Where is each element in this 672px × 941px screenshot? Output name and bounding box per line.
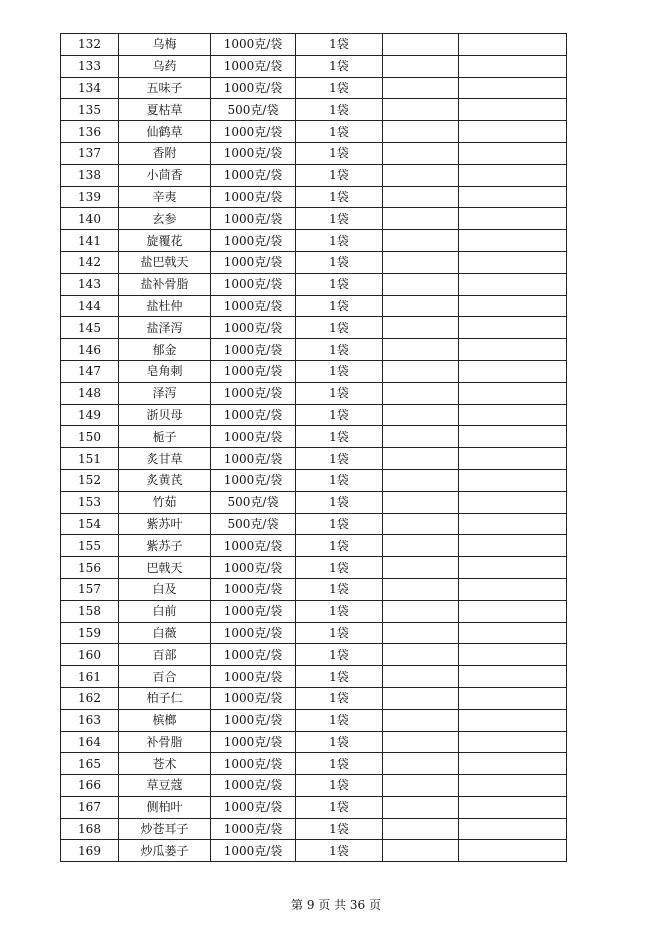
table-row: [61, 164, 567, 186]
item-spec-cell: 1000克/袋: [211, 469, 296, 491]
item-name-cell: 侧柏叶: [119, 796, 211, 818]
item-name-cell: 香附: [119, 142, 211, 164]
table-row: [61, 469, 567, 491]
table-row: [61, 295, 567, 317]
empty-cell: [459, 426, 567, 448]
item-name-cell: 栀子: [119, 426, 211, 448]
empty-cell: [459, 99, 567, 121]
table-row: [61, 513, 567, 535]
empty-cell: [459, 557, 567, 579]
item-quantity-cell: 1袋: [296, 731, 383, 753]
item-quantity-cell: 1袋: [296, 426, 383, 448]
empty-cell: [459, 230, 567, 252]
item-spec-cell: 1000克/袋: [211, 251, 296, 273]
item-quantity-cell: 1袋: [296, 339, 383, 361]
table-row: [61, 230, 567, 252]
item-spec-cell: 1000克/袋: [211, 55, 296, 77]
table-row: [61, 644, 567, 666]
item-name-cell: 炒瓜蒌子: [119, 840, 211, 862]
row-number-cell: 137: [61, 142, 119, 164]
row-number-cell: 147: [61, 360, 119, 382]
empty-cell: [459, 622, 567, 644]
empty-cell: [383, 142, 459, 164]
row-number-cell: 148: [61, 382, 119, 404]
item-name-cell: 紫苏子: [119, 535, 211, 557]
empty-cell: [459, 251, 567, 273]
table-row: [61, 208, 567, 230]
item-quantity-cell: 1袋: [296, 818, 383, 840]
table-row: [61, 404, 567, 426]
row-number-cell: 134: [61, 77, 119, 99]
item-quantity-cell: 1袋: [296, 208, 383, 230]
empty-cell: [459, 404, 567, 426]
empty-cell: [383, 644, 459, 666]
item-spec-cell: 1000克/袋: [211, 840, 296, 862]
item-quantity-cell: 1袋: [296, 687, 383, 709]
table-row: [61, 666, 567, 688]
row-number-cell: 132: [61, 34, 119, 56]
table-row: [61, 317, 567, 339]
item-spec-cell: 1000克/袋: [211, 666, 296, 688]
item-name-cell: 辛夷: [119, 186, 211, 208]
product-table: [60, 33, 567, 862]
empty-cell: [383, 99, 459, 121]
row-number-cell: 146: [61, 339, 119, 361]
empty-cell: [383, 251, 459, 273]
empty-cell: [459, 77, 567, 99]
table-row: [61, 796, 567, 818]
item-name-cell: 浙贝母: [119, 404, 211, 426]
item-name-cell: 白及: [119, 578, 211, 600]
item-quantity-cell: 1袋: [296, 775, 383, 797]
row-number-cell: 144: [61, 295, 119, 317]
row-number-cell: 133: [61, 55, 119, 77]
row-number-cell: 136: [61, 121, 119, 143]
row-number-cell: 164: [61, 731, 119, 753]
item-quantity-cell: 1袋: [296, 164, 383, 186]
empty-cell: [459, 142, 567, 164]
item-spec-cell: 500克/袋: [211, 513, 296, 535]
table-row: [61, 600, 567, 622]
item-spec-cell: 1000克/袋: [211, 121, 296, 143]
table-row: [61, 775, 567, 797]
row-number-cell: 157: [61, 578, 119, 600]
table-row: [61, 99, 567, 121]
item-name-cell: 草豆蔻: [119, 775, 211, 797]
item-spec-cell: 1000克/袋: [211, 208, 296, 230]
product-table-wrapper: [60, 33, 567, 862]
empty-cell: [459, 34, 567, 56]
row-number-cell: 155: [61, 535, 119, 557]
item-spec-cell: 1000克/袋: [211, 622, 296, 644]
empty-cell: [459, 469, 567, 491]
item-quantity-cell: 1袋: [296, 142, 383, 164]
product-table-body: [61, 34, 567, 862]
empty-cell: [383, 426, 459, 448]
item-spec-cell: 500克/袋: [211, 491, 296, 513]
empty-cell: [459, 55, 567, 77]
item-quantity-cell: 1袋: [296, 382, 383, 404]
empty-cell: [459, 164, 567, 186]
item-quantity-cell: 1袋: [296, 753, 383, 775]
table-row: [61, 77, 567, 99]
row-number-cell: 140: [61, 208, 119, 230]
item-quantity-cell: 1袋: [296, 622, 383, 644]
empty-cell: [383, 55, 459, 77]
empty-cell: [383, 273, 459, 295]
item-name-cell: 乌药: [119, 55, 211, 77]
item-name-cell: 炙黄芪: [119, 469, 211, 491]
empty-cell: [383, 339, 459, 361]
empty-cell: [459, 600, 567, 622]
table-row: [61, 426, 567, 448]
row-number-cell: 162: [61, 687, 119, 709]
table-row: [61, 687, 567, 709]
empty-cell: [459, 687, 567, 709]
item-quantity-cell: 1袋: [296, 273, 383, 295]
item-spec-cell: 1000克/袋: [211, 339, 296, 361]
item-quantity-cell: 1袋: [296, 230, 383, 252]
item-name-cell: 盐泽泻: [119, 317, 211, 339]
item-spec-cell: 1000克/袋: [211, 644, 296, 666]
item-quantity-cell: 1袋: [296, 644, 383, 666]
row-number-cell: 153: [61, 491, 119, 513]
item-quantity-cell: 1袋: [296, 295, 383, 317]
item-spec-cell: 1000克/袋: [211, 404, 296, 426]
empty-cell: [383, 208, 459, 230]
empty-cell: [459, 666, 567, 688]
item-spec-cell: 1000克/袋: [211, 142, 296, 164]
row-number-cell: 145: [61, 317, 119, 339]
item-spec-cell: 1000克/袋: [211, 186, 296, 208]
empty-cell: [383, 840, 459, 862]
item-name-cell: 旋覆花: [119, 230, 211, 252]
empty-cell: [459, 448, 567, 470]
table-row: [61, 622, 567, 644]
item-name-cell: 百部: [119, 644, 211, 666]
row-number-cell: 160: [61, 644, 119, 666]
empty-cell: [383, 121, 459, 143]
empty-cell: [459, 535, 567, 557]
item-name-cell: 郁金: [119, 339, 211, 361]
item-quantity-cell: 1袋: [296, 513, 383, 535]
empty-cell: [383, 382, 459, 404]
empty-cell: [383, 775, 459, 797]
item-name-cell: 盐补骨脂: [119, 273, 211, 295]
empty-cell: [459, 513, 567, 535]
item-name-cell: 白薇: [119, 622, 211, 644]
table-row: [61, 709, 567, 731]
empty-cell: [383, 535, 459, 557]
empty-cell: [383, 186, 459, 208]
item-spec-cell: 1000克/袋: [211, 709, 296, 731]
empty-cell: [459, 578, 567, 600]
table-row: [61, 142, 567, 164]
empty-cell: [459, 121, 567, 143]
row-number-cell: 167: [61, 796, 119, 818]
table-row: [61, 382, 567, 404]
row-number-cell: 169: [61, 840, 119, 862]
empty-cell: [383, 34, 459, 56]
item-spec-cell: 1000克/袋: [211, 687, 296, 709]
empty-cell: [383, 557, 459, 579]
item-spec-cell: 1000克/袋: [211, 600, 296, 622]
item-name-cell: 苍术: [119, 753, 211, 775]
item-spec-cell: 1000克/袋: [211, 775, 296, 797]
empty-cell: [459, 840, 567, 862]
item-spec-cell: 1000克/袋: [211, 796, 296, 818]
item-spec-cell: 1000克/袋: [211, 295, 296, 317]
empty-cell: [383, 622, 459, 644]
empty-cell: [459, 360, 567, 382]
item-quantity-cell: 1袋: [296, 840, 383, 862]
empty-cell: [459, 796, 567, 818]
item-quantity-cell: 1袋: [296, 317, 383, 339]
empty-cell: [383, 404, 459, 426]
empty-cell: [383, 77, 459, 99]
empty-cell: [459, 491, 567, 513]
item-spec-cell: 500克/袋: [211, 99, 296, 121]
item-name-cell: 盐巴戟天: [119, 251, 211, 273]
empty-cell: [383, 600, 459, 622]
table-row: [61, 491, 567, 513]
row-number-cell: 151: [61, 448, 119, 470]
empty-cell: [459, 382, 567, 404]
item-spec-cell: 1000克/袋: [211, 426, 296, 448]
item-spec-cell: 1000克/袋: [211, 77, 296, 99]
item-quantity-cell: 1袋: [296, 535, 383, 557]
row-number-cell: 163: [61, 709, 119, 731]
item-quantity-cell: 1袋: [296, 55, 383, 77]
item-name-cell: 仙鹤草: [119, 121, 211, 143]
item-spec-cell: 1000克/袋: [211, 273, 296, 295]
empty-cell: [383, 818, 459, 840]
row-number-cell: 149: [61, 404, 119, 426]
item-spec-cell: 1000克/袋: [211, 731, 296, 753]
row-number-cell: 142: [61, 251, 119, 273]
table-row: [61, 448, 567, 470]
table-row: [61, 186, 567, 208]
empty-cell: [383, 230, 459, 252]
table-row: [61, 535, 567, 557]
item-quantity-cell: 1袋: [296, 666, 383, 688]
table-row: [61, 818, 567, 840]
empty-cell: [383, 513, 459, 535]
item-name-cell: 竹茹: [119, 491, 211, 513]
item-quantity-cell: 1袋: [296, 34, 383, 56]
item-spec-cell: 1000克/袋: [211, 317, 296, 339]
item-name-cell: 槟榔: [119, 709, 211, 731]
item-spec-cell: 1000克/袋: [211, 448, 296, 470]
table-row: [61, 273, 567, 295]
table-row: [61, 840, 567, 862]
row-number-cell: 161: [61, 666, 119, 688]
item-spec-cell: 1000克/袋: [211, 557, 296, 579]
row-number-cell: 141: [61, 230, 119, 252]
empty-cell: [383, 578, 459, 600]
item-name-cell: 白前: [119, 600, 211, 622]
empty-cell: [383, 164, 459, 186]
item-quantity-cell: 1袋: [296, 469, 383, 491]
empty-cell: [383, 753, 459, 775]
item-quantity-cell: 1袋: [296, 77, 383, 99]
empty-cell: [459, 273, 567, 295]
row-number-cell: 150: [61, 426, 119, 448]
row-number-cell: 135: [61, 99, 119, 121]
empty-cell: [459, 339, 567, 361]
row-number-cell: 166: [61, 775, 119, 797]
item-name-cell: 泽泻: [119, 382, 211, 404]
table-row: [61, 360, 567, 382]
item-name-cell: 补骨脂: [119, 731, 211, 753]
item-quantity-cell: 1袋: [296, 99, 383, 121]
row-number-cell: 165: [61, 753, 119, 775]
item-name-cell: 盐杜仲: [119, 295, 211, 317]
table-row: [61, 339, 567, 361]
item-spec-cell: 1000克/袋: [211, 818, 296, 840]
item-quantity-cell: 1袋: [296, 709, 383, 731]
item-quantity-cell: 1袋: [296, 600, 383, 622]
item-quantity-cell: 1袋: [296, 796, 383, 818]
item-name-cell: 炙甘草: [119, 448, 211, 470]
item-name-cell: 紫苏叶: [119, 513, 211, 535]
item-quantity-cell: 1袋: [296, 121, 383, 143]
item-name-cell: 五味子: [119, 77, 211, 99]
empty-cell: [383, 491, 459, 513]
table-row: [61, 753, 567, 775]
item-name-cell: 夏枯草: [119, 99, 211, 121]
row-number-cell: 143: [61, 273, 119, 295]
empty-cell: [383, 317, 459, 339]
empty-cell: [459, 818, 567, 840]
row-number-cell: 154: [61, 513, 119, 535]
empty-cell: [383, 709, 459, 731]
item-quantity-cell: 1袋: [296, 448, 383, 470]
item-name-cell: 柏子仁: [119, 687, 211, 709]
empty-cell: [383, 360, 459, 382]
item-quantity-cell: 1袋: [296, 251, 383, 273]
page-footer: [0, 896, 672, 913]
item-spec-cell: 1000克/袋: [211, 34, 296, 56]
item-spec-cell: 1000克/袋: [211, 578, 296, 600]
item-spec-cell: 1000克/袋: [211, 535, 296, 557]
empty-cell: [383, 731, 459, 753]
page-number-label: 第 9 页 共 36 页: [291, 898, 381, 912]
item-name-cell: 乌梅: [119, 34, 211, 56]
empty-cell: [459, 208, 567, 230]
item-spec-cell: 1000克/袋: [211, 360, 296, 382]
table-row: [61, 578, 567, 600]
table-row: [61, 55, 567, 77]
row-number-cell: 138: [61, 164, 119, 186]
empty-cell: [459, 295, 567, 317]
empty-cell: [383, 796, 459, 818]
item-spec-cell: 1000克/袋: [211, 230, 296, 252]
empty-cell: [383, 666, 459, 688]
empty-cell: [459, 753, 567, 775]
item-quantity-cell: 1袋: [296, 578, 383, 600]
empty-cell: [459, 317, 567, 339]
item-quantity-cell: 1袋: [296, 186, 383, 208]
item-name-cell: 巴戟天: [119, 557, 211, 579]
empty-cell: [459, 186, 567, 208]
empty-cell: [383, 448, 459, 470]
empty-cell: [383, 295, 459, 317]
row-number-cell: 152: [61, 469, 119, 491]
item-name-cell: 皂角刺: [119, 360, 211, 382]
item-quantity-cell: 1袋: [296, 360, 383, 382]
item-quantity-cell: 1袋: [296, 491, 383, 513]
row-number-cell: 158: [61, 600, 119, 622]
empty-cell: [383, 687, 459, 709]
item-quantity-cell: 1袋: [296, 404, 383, 426]
item-name-cell: 炒苍耳子: [119, 818, 211, 840]
table-row: [61, 557, 567, 579]
item-spec-cell: 1000克/袋: [211, 753, 296, 775]
empty-cell: [459, 731, 567, 753]
empty-cell: [383, 469, 459, 491]
table-row: [61, 731, 567, 753]
table-row: [61, 34, 567, 56]
item-spec-cell: 1000克/袋: [211, 164, 296, 186]
item-name-cell: 玄参: [119, 208, 211, 230]
table-row: [61, 251, 567, 273]
item-quantity-cell: 1袋: [296, 557, 383, 579]
empty-cell: [459, 775, 567, 797]
row-number-cell: 156: [61, 557, 119, 579]
empty-cell: [459, 709, 567, 731]
row-number-cell: 139: [61, 186, 119, 208]
item-spec-cell: 1000克/袋: [211, 382, 296, 404]
row-number-cell: 168: [61, 818, 119, 840]
table-row: [61, 121, 567, 143]
item-name-cell: 百合: [119, 666, 211, 688]
row-number-cell: 159: [61, 622, 119, 644]
item-name-cell: 小茴香: [119, 164, 211, 186]
empty-cell: [459, 644, 567, 666]
